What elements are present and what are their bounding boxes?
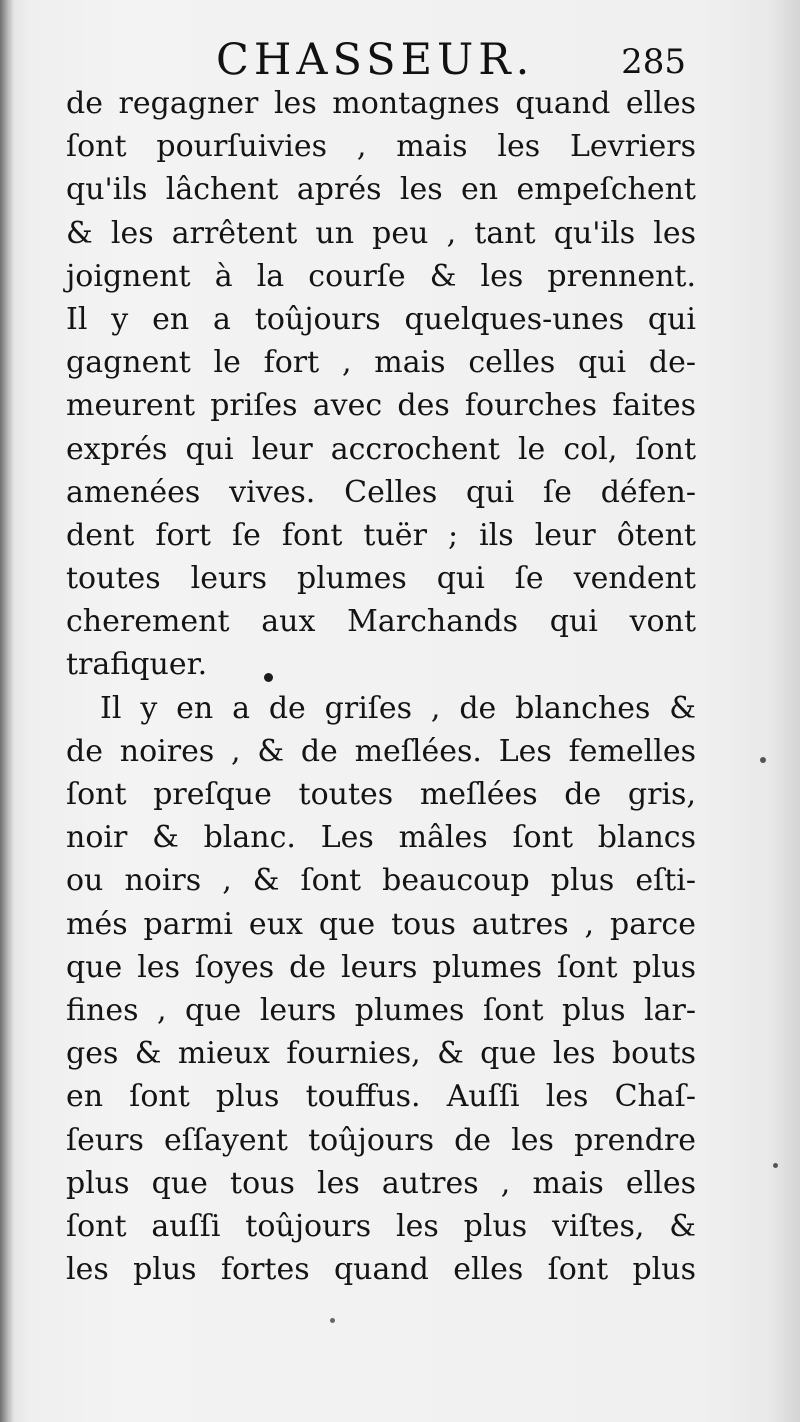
- text-line: Il y en a de griſes , de blanches &: [100, 690, 696, 726]
- paragraph-1: [66, 82, 696, 687]
- text-line: més parmi eux que tous autres , parce: [66, 906, 696, 942]
- running-head: [216, 30, 686, 90]
- body-text: [66, 82, 696, 1291]
- page-gutter-shadow: [0, 0, 14, 1422]
- text-line: cherement aux Marchands qui vont: [66, 604, 696, 640]
- page-edge-shadow: [770, 0, 800, 1422]
- page-number: 285: [621, 42, 686, 82]
- paragraph-2: [66, 687, 696, 1292]
- text-line: de regagner les montagnes quand elles: [66, 86, 696, 121]
- text-line: qu'ils lâchent aprés les en empeſchent: [66, 172, 696, 208]
- ink-speck: [773, 1163, 778, 1168]
- text-line: & les arrêtent un peu , tant qu'ils les: [66, 215, 696, 251]
- text-line: les plus fortes quand elles ſont plus: [66, 1252, 696, 1288]
- text-line: Il y en a toûjours quelques-unes qui: [66, 301, 696, 337]
- running-head-title: CHASSEUR.: [216, 35, 535, 85]
- text-line: ſont pourſuivies , mais les Levriers: [66, 129, 696, 165]
- text-line: en ſont plus touffus. Auſſi les Chaſ-: [66, 1079, 696, 1115]
- text-line: toutes leurs plumes qui ſe vendent: [66, 561, 696, 597]
- text-line: joignent à la courſe & les prennent.: [66, 258, 696, 294]
- text-line: gagnent le fort , mais celles qui de-: [66, 345, 696, 381]
- text-line: meurent priſes avec des fourches faites: [66, 388, 696, 424]
- text-line: que les ſoyes de leurs plumes ſont plus: [66, 949, 696, 985]
- text-line: ges & mieux fournies, & que les bouts: [66, 1036, 696, 1072]
- ink-speck: [760, 757, 766, 763]
- text-line: ſont auſſi toûjours les plus viſtes, &: [66, 1208, 696, 1244]
- text-line: amenées vives. Celles qui ſe défen-: [66, 474, 696, 510]
- text-line: trafiquer.: [66, 647, 208, 683]
- text-line: de noires , & de meſlées. Les femelles: [66, 733, 696, 769]
- text-line: plus que tous les autres , mais elles: [66, 1165, 696, 1201]
- text-line: dent fort ſe font tuër ; ils leur ôtent: [66, 517, 696, 553]
- text-line: ſont preſque toutes meſlées de gris,: [66, 777, 696, 812]
- text-line: ou noirs , & ſont beaucoup plus eſti-: [66, 863, 696, 899]
- text-line: ſeurs eſſayent toûjours de les prendre: [66, 1122, 696, 1158]
- ink-speck: [330, 1318, 335, 1323]
- text-line: exprés qui leur accrochent le col, ſont: [66, 431, 696, 467]
- text-line: noir & blanc. Les mâles ſont blancs: [66, 820, 696, 856]
- text-line: fines , que leurs plumes ſont plus lar-: [66, 992, 696, 1028]
